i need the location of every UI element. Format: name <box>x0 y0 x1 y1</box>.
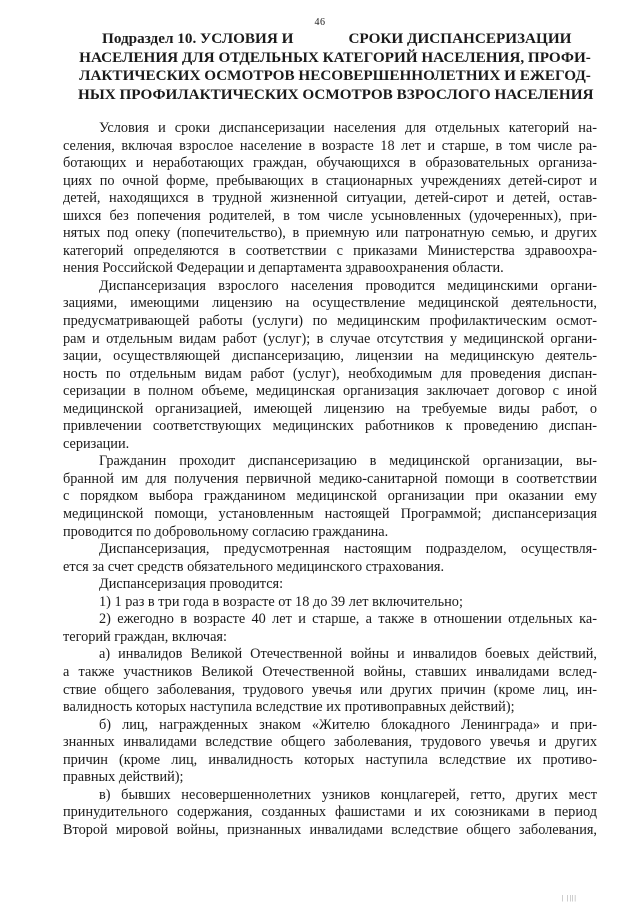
heading-text: НАСЕЛЕНИЯ ДЛЯ ОТДЕЛЬНЫХ КАТЕГОРИЙ НАСЕЛЕНИЯ, ПРОФИ- <box>79 48 591 66</box>
text-line: предусматривающей работы (услуги) по медицинским профилактическим осмот- <box>63 313 597 330</box>
text-line: знанных инвалидами вследствие общего заболевания, трудового увечья и других <box>63 734 597 751</box>
heading-line <box>78 49 592 68</box>
heading-text: ЛАКТИЧЕСКИХ ОСМОТРОВ НЕСОВЕРШЕННОЛЕТНИХ И ЕЖЕГОД- <box>79 67 591 85</box>
text-line: нения Российской Федерации и департамента здравоохранения области. <box>63 260 504 277</box>
heading-line <box>78 30 592 49</box>
text-line: категорий определяются в соответствии с приказами Министерства здравоохра- <box>63 242 597 259</box>
heading-text: СРОКИ ДИСПАНСЕРИЗАЦИИ <box>348 30 572 47</box>
text-line: серизации. <box>63 435 130 452</box>
paragraph <box>63 453 597 541</box>
text-line: проводится по добровольному согласию гражданина. <box>63 523 389 540</box>
text-line: циях по очной форме, пребывающих в стационарных учреждениях детей-сирот и <box>63 172 597 189</box>
text-line: Гражданин проходит диспансеризацию в медицинской организации, вы- <box>99 453 597 470</box>
text-line: Диспансеризация проводится: <box>99 576 284 593</box>
text-line: 1) 1 раз в три года в возрасте от 18 до 39 лет включительно; <box>99 593 463 610</box>
text-line: тегорий граждан, включая: <box>63 628 227 645</box>
heading-line <box>78 67 592 86</box>
text-line: ность по отдельным видам работ (услуг), необходимым для проведения диспан- <box>63 365 597 382</box>
heading-text: Подраздел 10. УСЛОВИЯ И <box>102 30 294 47</box>
text-line: а также участников Великой Отечественной войны, ставших инвалидами вслед- <box>63 663 597 680</box>
paragraph <box>63 576 597 594</box>
text-line: а) инвалидов Великой Отечественной войны и инвалидов боевых действий, <box>99 646 597 663</box>
paragraph <box>63 278 597 453</box>
text-line: валидность которых наступила вследствие их противоправных действий); <box>63 699 515 716</box>
paragraph <box>63 611 597 646</box>
document-body <box>63 120 597 839</box>
text-line: шихся без попечения родителей, в том числе усыновленных (удочеренных), при- <box>63 207 597 224</box>
text-line: рам и отдельным видам работ (услуг); в случае отсутствия у медицинской органи- <box>63 330 597 347</box>
paragraph <box>63 120 597 278</box>
paragraph <box>63 787 597 840</box>
text-line: серизации в полном объеме, медицинская организация заключает договор с иной <box>63 383 597 400</box>
text-line: принудительного содержания, созданных фашистами и их союзниками в период <box>63 804 597 821</box>
text-line: зации, осуществляющей диспансеризацию, лицензии на медицинскую деятель- <box>63 348 597 365</box>
page-number: 46 <box>314 17 326 28</box>
text-line: детей, находящихся в трудной жизненной ситуации, детей-сирот и детей, остав- <box>63 190 597 207</box>
scan-artifact: | |||| <box>562 894 577 902</box>
text-line: бранной им для получения первичной медико-санитарной помощи в соответствии <box>63 470 597 487</box>
text-line: нятых под опеку (попечительство), в приемную или патронатную семью, и других <box>63 225 597 242</box>
text-line: зациями, имеющими лицензию на осуществление медицинской деятельности, <box>63 295 597 312</box>
paragraph <box>63 594 597 612</box>
heading-text: НЫХ ПРОФИЛАКТИЧЕСКИХ ОСМОТРОВ ВЗРОСЛОГО НАСЕЛЕНИЯ <box>78 85 594 103</box>
paragraph <box>63 717 597 787</box>
text-line: правных действий); <box>63 769 184 786</box>
text-line: селения, включая взрослое население в возрасте 18 лет и старше, в том числе ра- <box>63 137 597 154</box>
text-line: 2) ежегодно в возрасте 40 лет и старше, а также в отношении отдельных ка- <box>99 611 597 628</box>
text-line: привлечении соответствующих медицинских работников к проведению диспан- <box>63 418 597 435</box>
text-line: Диспансеризация взрослого населения проводится медицинскими органи- <box>99 277 597 294</box>
text-line: медицинской помощи, установленным настоящей Программой; диспансеризация <box>63 506 597 523</box>
text-line: ется за счет средств обязательного медицинского страхования. <box>63 558 445 575</box>
text-line: Диспансеризация, предусмотренная настоящим подразделом, осуществля- <box>99 541 597 558</box>
paragraph <box>63 541 597 576</box>
text-line: с порядком выбора гражданином медицинской организации при оказании ему <box>63 488 597 505</box>
text-line: медицинской организацией, имеющей лицензию на требуемые виды работ, о <box>63 400 597 417</box>
text-line: б) лиц, награжденных знаком «Жителю блокадного Ленинграда» и при- <box>99 716 597 733</box>
paragraph <box>63 646 597 716</box>
section-heading <box>78 30 592 104</box>
text-line: причин (кроме лиц, инвалидность которых наступила вследствие их противо- <box>63 751 597 768</box>
text-line: ствие общего заболевания, трудового увечья или других причин (кроме лиц, ин- <box>63 681 597 698</box>
text-line: ботающих и неработающих граждан, обучающихся в образовательных организа- <box>63 155 597 172</box>
text-line: в) бывших несовершеннолетних узников концлагерей, гетто, других мест <box>99 786 597 803</box>
text-line: Второй мировой войны, признанных инвалидами вследствие общего заболевания, <box>63 821 597 838</box>
heading-line <box>78 86 592 105</box>
text-line: Условия и сроки диспансеризации населения для отдельных категорий на- <box>99 120 597 136</box>
